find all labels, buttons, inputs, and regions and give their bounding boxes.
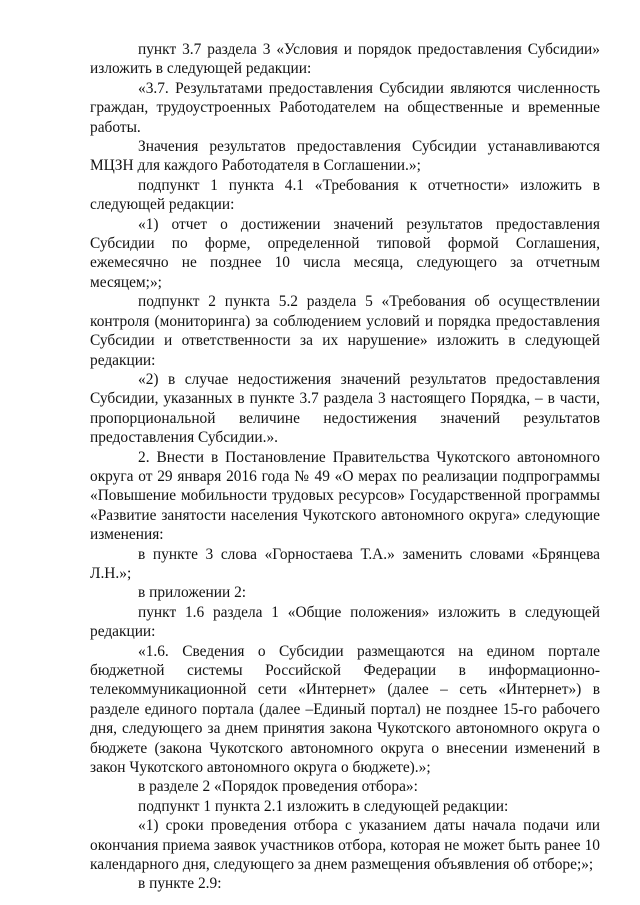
paragraph-section-2: в разделе 2 «Порядок проведения отбора»:	[138, 778, 418, 796]
paragraph-p41-intro: подпункт 1 пункта 4.1 «Требования к отчетности» изложить в следующей редакции:	[90, 176, 600, 214]
paragraph-appendix-2: в приложении 2:	[138, 584, 247, 602]
paragraph-p37-intro: пункт 3.7 раздела 3 «Условия и порядок предоставления Субсидии» изложить в следующей редакции:	[90, 41, 600, 78]
paragraph-p52-intro: подпункт 2 пункта 5.2 раздела 5 «Требования об осуществлении контроля (мониторинга) за соблюдением условий и порядка предоставления Субсидии и ответственности за их нарушение» изложить в следующей редакции:	[90, 293, 600, 369]
paragraph-p21-text: «1) сроки проведения отбора с указанием даты начала подачи или окончания приема заявок участников отбора, которая не может быть ранее 10 календарного дня, следующего за днем размещения объявления об отборе;»;	[90, 817, 600, 874]
paragraph-p41-report: «1) отчет о достижении значений результатов предоставления Субсидии по форме, определенной типовой формой Соглашения, ежемесячно не позднее 10 числа месяца, следующего за отчетным месяцем;»;	[90, 215, 600, 291]
document-page	[90, 40, 600, 894]
paragraph-point-3: в пункте 3 слова «Горностаева Т.А.» заменить словами «Брянцева Л.Н.»;	[90, 545, 600, 582]
paragraph-item-2: 2. Внести в Постановление Правительства Чукотского автономного округа от 29 января 2016 года № 49 «О мерах по реализации подпрограммы «Повышение мобильности трудовых ресурсов» Государственной программы «Развитие занятости населения Чукотского автономного округа» следующие изменения:	[90, 448, 600, 544]
paragraph-p16-intro: пункт 1.6 раздела 1 «Общие положения» изложить в следующей редакции:	[90, 603, 600, 641]
paragraph-p37-values: Значения результатов предоставления Субсидии устанавливаются МЦЗН для каждого Работодателя в Соглашении.»;	[90, 138, 600, 175]
paragraph-p16-text: «1.6. Сведения о Субсидии размещаются на едином портале бюджетной системы Российской Федерации в информационно-телекоммуникационной сети «Интернет» (далее – сеть «Интернет») в разделе единого портала (далее –Единый портал) не позднее 15-го рабочего дня, следующего за днем принятия закона Чукотского автономного округа о бюджете (закона Чукотского автономного округа о внесении изменений в закон Чукотского автономного округа о бюджете).»;	[90, 642, 600, 777]
paragraph-p37-results: «3.7. Результатами предоставления Субсидии являются численность граждан, трудоустроенных Работодателем на общественные и временные работы.	[90, 79, 600, 136]
paragraph-p29: в пункте 2.9:	[138, 875, 222, 893]
paragraph-p52-text: «2) в случае недостижения значений результатов предоставления Субсидии, указанных в пункте 3.7 раздела 3 настоящего Порядка, – в части, пропорциональной величине недостижения значений результатов предоставления Субсидии.».	[90, 370, 600, 447]
paragraph-p21-intro: подпункт 1 пункта 2.1 изложить в следующей редакции:	[138, 797, 509, 815]
